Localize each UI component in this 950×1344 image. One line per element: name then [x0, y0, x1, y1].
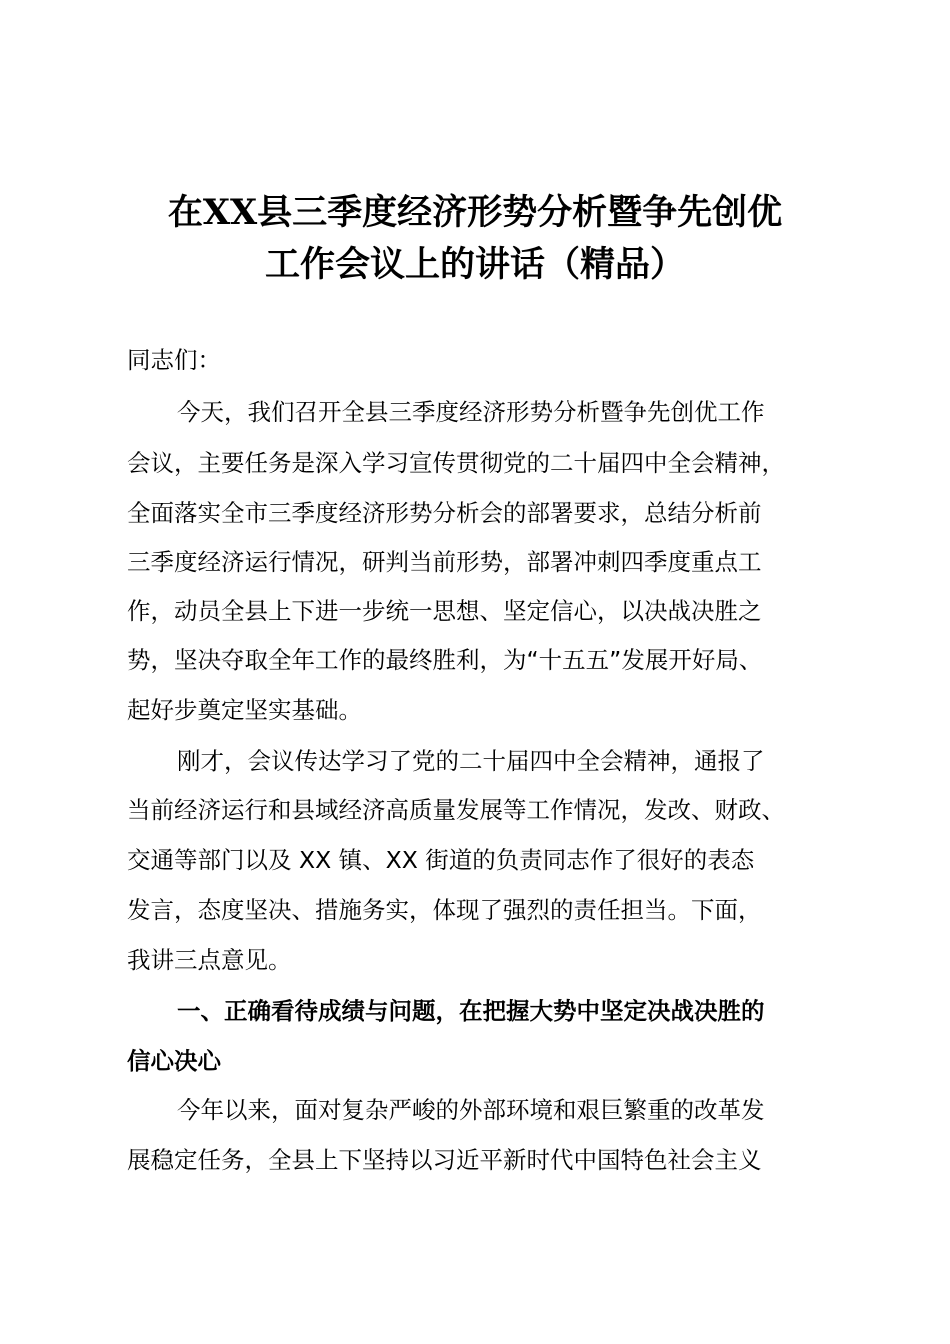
paragraph-1-line-6: 势，坚决夺取全年工作的最终胜利，为“十五五”发展开好局、 — [127, 646, 763, 674]
paragraph-1-line-1: 今天，我们召开全县三季度经济形势分析暨争先创优工作 — [177, 398, 765, 426]
paragraph-1-line-3: 全面落实全市三季度经济形势分析会的部署要求，总结分析前 — [127, 499, 762, 527]
title-line-2: 工作会议上的讲话（精品） — [264, 244, 685, 285]
paragraph-3-line-2: 展稳定任务，全县上下坚持以习近平新时代中国特色社会主义 — [127, 1146, 762, 1174]
section-heading-line-2: 信心决心 — [127, 1047, 221, 1075]
salutation: 同志们： — [127, 346, 221, 374]
section-heading-line-1: 一、正确看待成绩与问题，在把握大势中坚定决战决胜的 — [177, 997, 765, 1025]
paragraph-1-line-5: 作，动员全县上下进一步统一思想、坚定信心，以决战决胜之 — [127, 597, 762, 625]
paragraph-2-line-4: 发言，态度坚决、措施务实，体现了强烈的责任担当。下面， — [127, 896, 762, 924]
paragraph-2-line-1: 刚才，会议传达学习了党的二十届四中全会精神，通报了 — [177, 747, 765, 775]
paragraph-3-line-1: 今年以来，面对复杂严峻的外部环境和艰巨繁重的改革发 — [177, 1096, 765, 1124]
paragraph-2-line-3: 交通等部门以及 XX 镇、XX 街道的负责同志作了很好的表态 — [127, 846, 755, 874]
paragraph-1-line-4: 三季度经济运行情况，研判当前形势，部署冲刺四季度重点工 — [127, 548, 762, 576]
paragraph-1-line-7: 起好步奠定坚实基础。 — [127, 696, 362, 724]
paragraph-2-line-5: 我讲三点意见。 — [127, 946, 292, 974]
paragraph-2-line-2: 当前经济运行和县域经济高质量发展等工作情况，发改、财政、 — [127, 796, 785, 824]
title-line-1: 在XX县三季度经济形势分析暨争先创优 — [167, 192, 783, 233]
paragraph-1-line-2: 会议，主要任务是深入学习宣传贯彻党的二十届四中全会精神， — [127, 449, 785, 477]
